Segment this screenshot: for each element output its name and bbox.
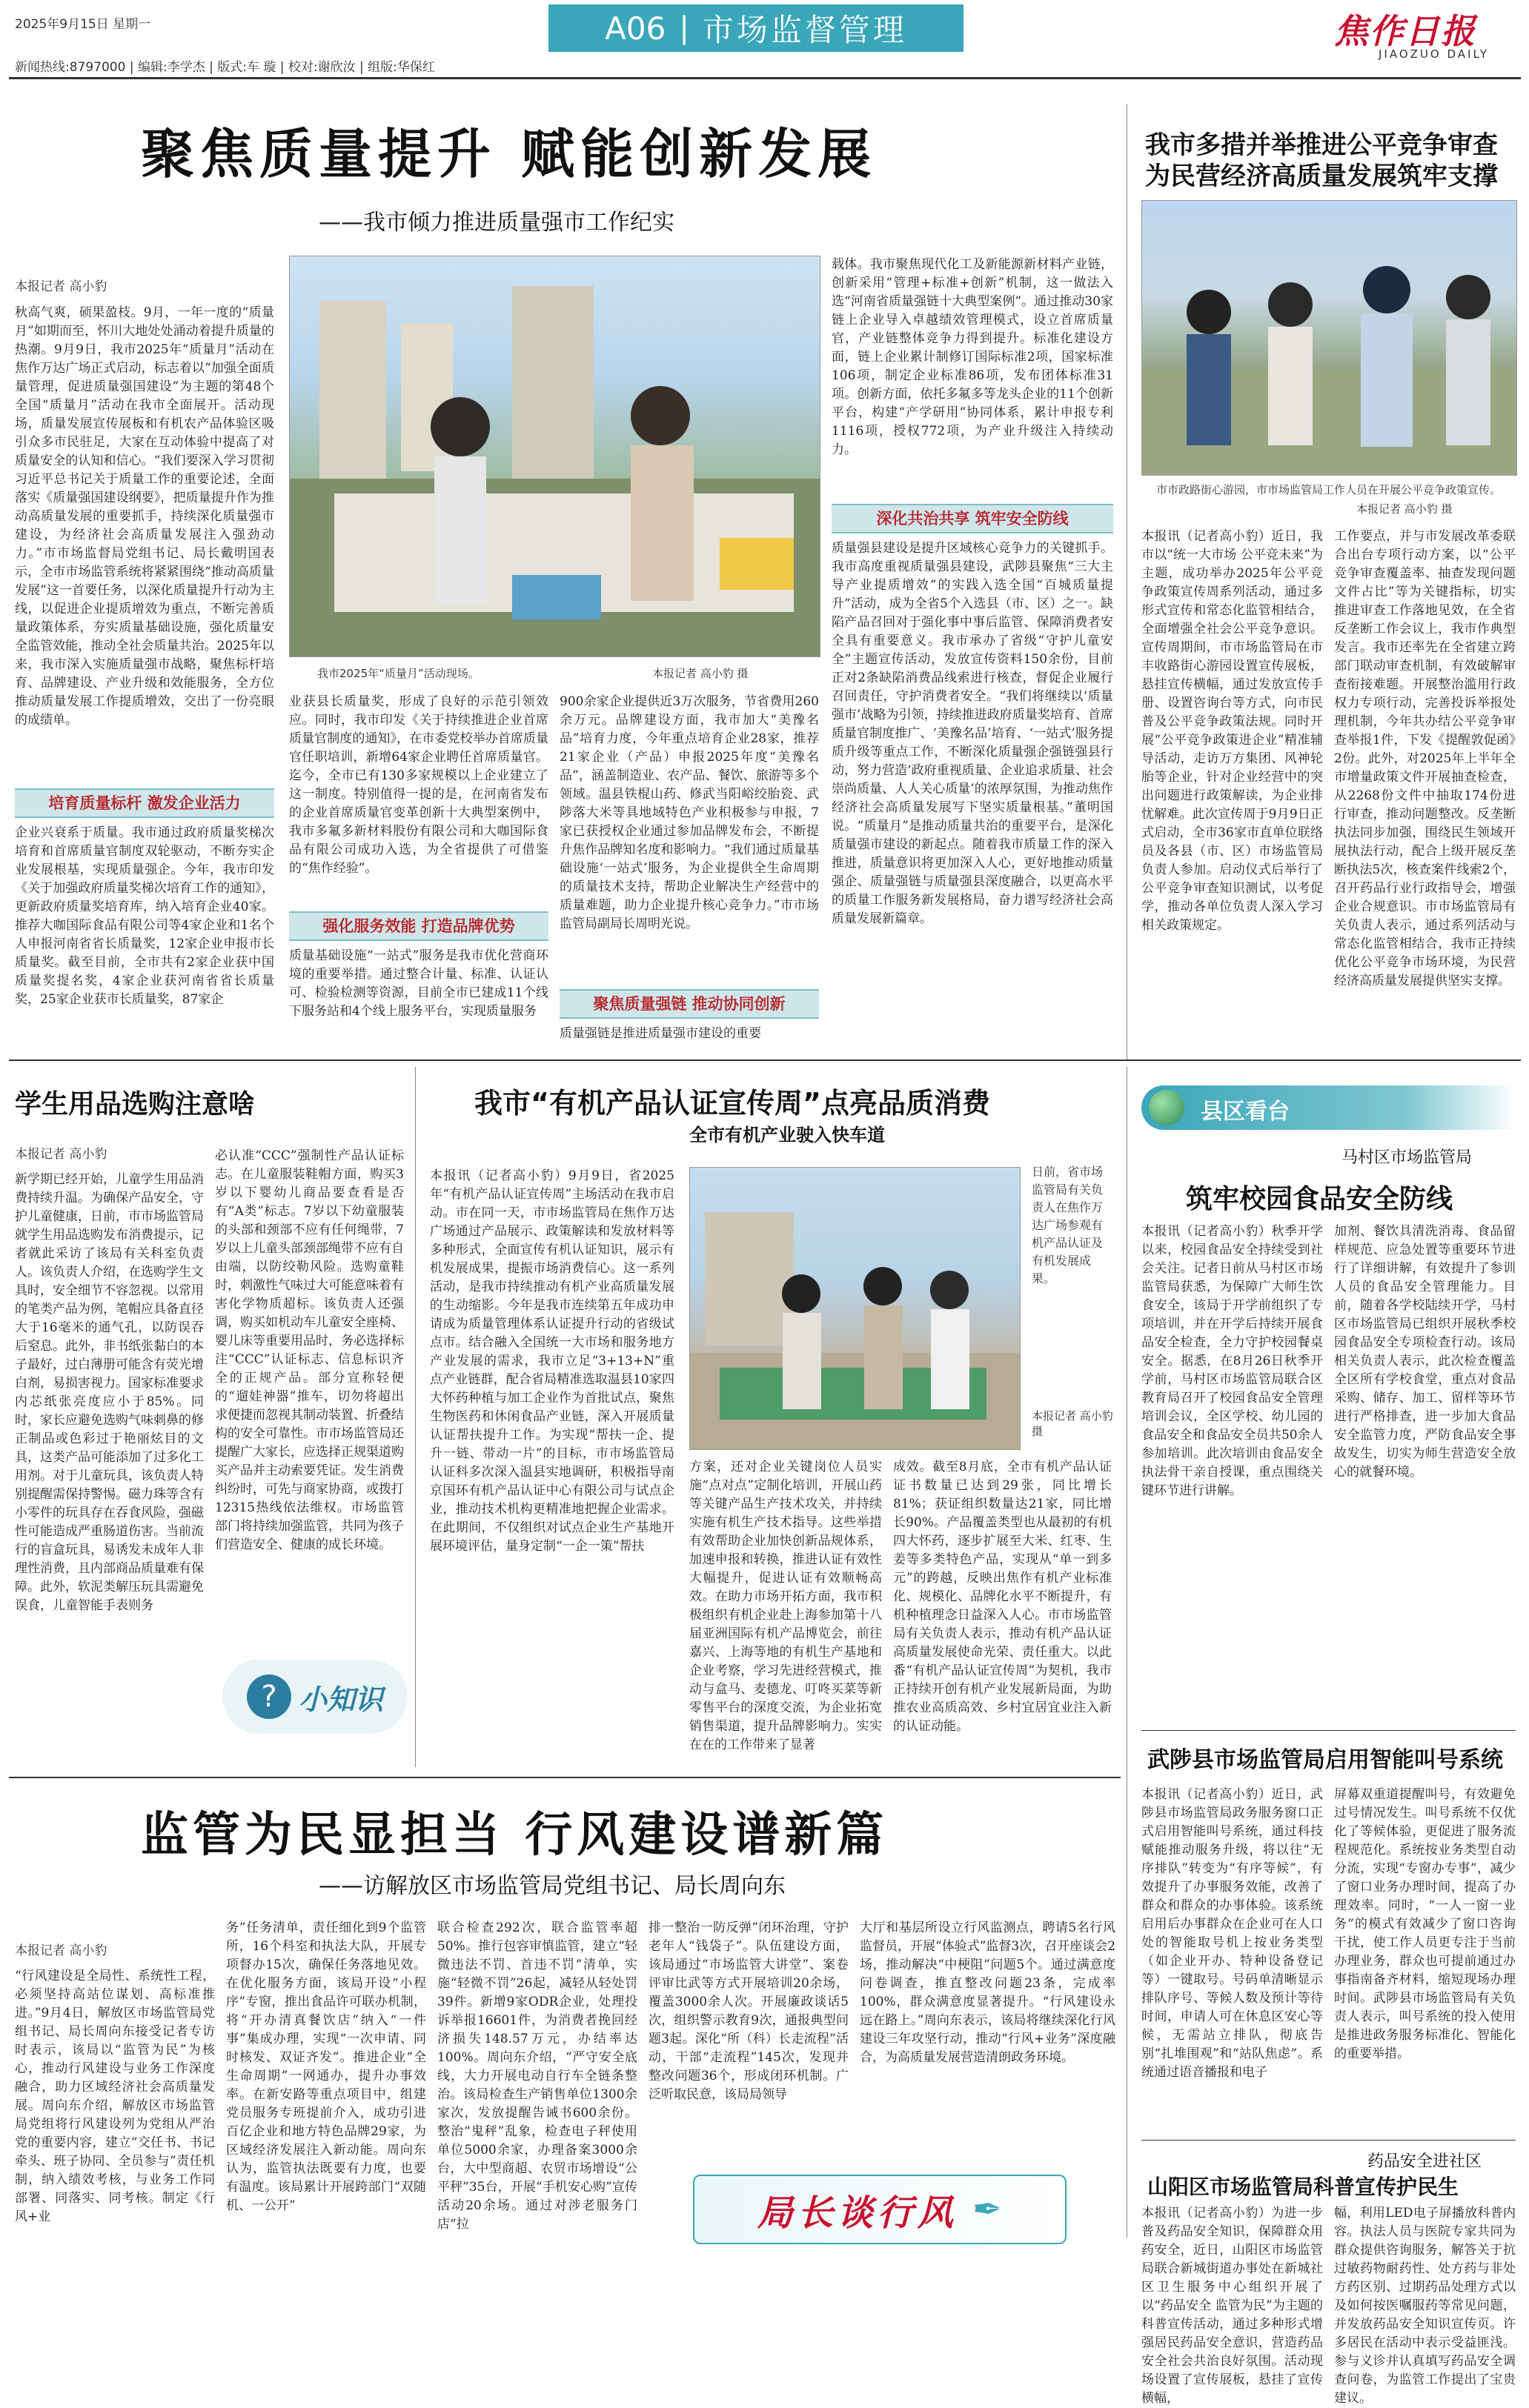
county-kicker-3: 药品安全进社区 bbox=[1367, 2152, 1482, 2171]
lead-photo-illustration bbox=[290, 256, 820, 656]
right-top-column-1: 本报讯（记者高小豹）近日，我市以“统一大市场 公平竞未来”为主题，成功举办2025年公平竞争政策宣传周系列活动，通过多形式宣传和常态化监管相结合，全面增强全社会公平竞争意识。宣传周期间，市市场监管局在市丰收路街心游园设置宣传展板，悬挂宣传横幅，通过发放宣传手册、设置咨询台等方式，向市民普及公平竞争政策法规。同时开展“公平竞争政策进企业”精准辅导活动，走访万方集团、风神轮胎等企业，针对企业经营中的突出问题进行政策解读，为企业排忧解难。此次宣传周于9月9日正式启动，全市36家市直单位联络员及各县（市、区）市场监管局负责人参加。启动仪式后举行了公平竞争审查知识测试，以考促学，推动各单位负责人深入学习相关政策规定。 bbox=[1141, 529, 1323, 933]
interview-subtitle: ——访解放区市场监管局党组书记、局长周向东 bbox=[319, 1873, 786, 1899]
organic-column-3: 成效。截至8月底，全市有机产品认证证书数量已达到29张，同比增长81%；获证组织数量达21家，同比增长90%。产品覆盖类型也从最初的有机四大怀药，逐步扩展至大米、红枣、生姜等多类特色产品，实现从“单一到多元”的跨越，反映出焦作有机产业标准化、规模化、品牌化水平不断提升，有机种植理念日益深入人心。市市场监管局有关负责人表示，推动有机产品认证高质量发展使命光荣、责任重大。以此番“有机产品认证宣传周”为契机，我市正持续开创有机产业发展新局面，为助推农业高质高效、乡村宜居宜业注入新的认证动能。 bbox=[893, 1460, 1112, 1734]
interview-column-1: “行风建设是全局性、系统性工程，必须坚持高站位谋划、高标准推进。”9月4日，解放区市场监管局党组书记、局长周向东接受记者专访时表示，该局以“监管为民”为核心，推动行风建设与业务工作深度融合，助力区域经济社会高质量发展。周向东介绍，解放区市场监管局党组将行风建设列为党组从严治党的重要内容，建立“交任书、书记牵头、班子协同、全员参与”责任机制，纳入绩效考核，与业务工作同部署、同落实、同考核。制定《行风+业 bbox=[15, 1969, 215, 2224]
organic-photo bbox=[689, 1167, 1021, 1450]
interview-column-5: 大厅和基层所设立行风监测点，聘请5名行风监督员，开展“体验式”监督3次，召开座谈会2场，推动解决“中梗阻”问题5个。通过满意度问卷调查，推直整改问题23条，完成率100%，群众满意度显著提升。“行风建设永远在路上。”周向东表示，该局将继续深化行风建设三年攻坚行动，推动“行风+业务”深度融合，为高质量发展营造清朗政务环境。 bbox=[860, 1920, 1116, 2065]
quill-icon: ✒ bbox=[972, 2189, 1003, 2230]
county-banner bbox=[1141, 1085, 1516, 1130]
lead-column-4b: 质量强县建设是提升区域核心竞争力的关键抓手。我市高度重视质量强县建设，武陟县聚焦“三大主导产业提质增效”的实践入选全国“百城质量提升”活动，成为全省5个入选县（市、区）之一。缺陷产品召回对于强化事中事后监管、保障消费者安全具有重要意义。我市承办了省级“守护儿童安全”主题宣传活动，发放宣传资料150余份，目前正对2条缺陷消费品线索进行核查，督促企业履行召回责任，守护消费者安全。“我们将继续以‘质量强市’战略为引领，持续推进政府质量奖培育、首席质量官制度推广、‘美豫名品’培育、‘一站式’服务提质升级等重点工作，不断深化质量强企强链强县行动，努力营造‘政府重视质量、企业追求质量、社会崇尚质量、人人关心质量’的浓厚氛围，为推动焦作经济社会高质量发展写下坚实质量根基。”董明国说。“质量月”是推动质量共治的重要平台，是深化质量强市建设的新起点。随着我市质量工作的深入推进，质量意识将更加深入人心，更好地推动质量强企、质量强链与质量强县深度融合，以更高水平的质量工作服务新发展格局，奋力谱写经济社会高质量发展新篇章。 bbox=[832, 541, 1113, 926]
interview-byline: 本报记者 高小豹 bbox=[15, 1943, 107, 1958]
lead-column-2: 业获县长质量奖，形成了良好的示范引领效应。同时，我市印发《关于持续推进企业首席质量官制度的通知》，在市委党校举办首席质量官任职培训，新增64家企业聘任首席质量官。迄今，全市已有130多家规模以上企业建立了这一制度。特别值得一提的是，在河南省发布的企业首席质量官变革创新十大典型案例中，我市多氟多新材料股份有限公司和大咖国际食品有限公司成功入选，为全省提供了可借鉴的“焦作经验”。 bbox=[289, 694, 548, 876]
globe-icon bbox=[1149, 1090, 1184, 1125]
lead-column-1: 秋高气爽，硕果盈枝。9月，一年一度的“质量月”如期而至，怀川大地处处涌动着提升质量的热潮。9月9日，我市2025年“质量月”活动在焦作万达广场正式启动，标志着以“加强全面质量管理，促进质量强国建设”为主题的第48个全国“质量月”活动在我市全面展开。活动现场，质量发展宣传展板和有机农产品体验区吸引众多市民驻足，大家在互动体验中提高了对质量安全的认知和信心。“我们要深入学习贯彻习近平总书记关于质量工作的重要论述，全面落实《质量强国建设纲要》，把质量提升作为推动高质量发展的重要抓手，持续深化质量强市建设，为经济社会高质量发展注入强劲动力。”市市场监督局党组书记、局长戴明国表示，全市市场监管系统将紧紧围绕“推动高质量发展”这一首要任务，以深化质量提升行动为主线，以促进企业提质增效为重点，不断完善质量政策体系，夯实质量基础设施，强化质量安全监管效能，推动全社会质量共治。2025年以来，我市深入实施质量强市战略，聚焦标杆培育、品牌建设、产业升级和效能服务，全方位推动质量发展工作提质增效，交出了一份亮眼的成绩单。 bbox=[15, 305, 274, 728]
organic-photo-credit: 本报记者 高小豹 摄 bbox=[1032, 1409, 1113, 1438]
lead-column-2b: 质量基础设施“一站式”服务是我市优化营商环境的重要举措。通过整合计量、标准、认证认可、检验检测等资源，目前全市已建成11个线下服务站和4个线上服务平台，实现质量服务 bbox=[289, 948, 548, 1019]
right-top-photo-illustration bbox=[1142, 201, 1516, 475]
mid-rule-2 bbox=[9, 1777, 1121, 1778]
organic-photo-illustration bbox=[690, 1168, 1020, 1449]
organic-title: 我市“有机产品认证宣传周”点亮品质消费 bbox=[474, 1087, 990, 1120]
lead-photo bbox=[289, 256, 820, 657]
lead-subtitle: ——我市倾力推进质量强市工作纪实 bbox=[319, 210, 674, 236]
newspaper-logo: 焦作日报 bbox=[1334, 11, 1476, 51]
newspaper-logo-en: JIAOZUO DAILY bbox=[1379, 47, 1489, 61]
county-banner-label: 县区看台 bbox=[1201, 1099, 1290, 1125]
organic-photo-caption: 日前，省市场监管局有关负责人在焦作万达广场参观有机产品认证及有机发展成果。 bbox=[1032, 1165, 1104, 1286]
lead-title: 聚焦质量提升 赋能创新发展 bbox=[141, 123, 878, 185]
lead-photo-credit: 本报记者 高小豹 摄 bbox=[652, 667, 749, 680]
county-column-2a: 本报讯（记者高小豹）近日，武陟县市场监管局政务服务窗口正式启用智能叫号系统，通过科技赋能推动服务升级，将以往“无序排队”转变为“有序等候”，有效提升了办事服务效能，改善了群众和群众的办事体验。该系统启用后办事群众在企业可在人口处的智能取号机上按业务类型（如企业开办、特种设备登记等）一键取号。号码单清晰显示排队序号、等候人数及预计等待时间，申请人可在休息区安心等候，无需站立排队，彻底告别“扎堆围观”和“站队焦虑”。系统通过语音播报和电子 bbox=[1141, 1787, 1323, 2080]
county-rule-3 bbox=[1141, 2140, 1516, 2141]
lead-band-4: 深化共治共享 筑牢安全防线 bbox=[832, 504, 1113, 533]
section-banner bbox=[548, 4, 963, 52]
students-badge-label: 小知识 bbox=[298, 1683, 383, 1716]
county-column-3b: 幅，利用LED电子屏播放科普内容。执法人员与医院专家共同为群众提供咨询服务，解答关于抗过敏药物耐药性、处方药与非处方药区别、过期药品处理方式以及如何按医嘱服药等常见问题，并发放药品安全知识宣传页。许多居民在活动中表示受益匪浅。参与义诊并认真填写药品安全调查问卷，为监管工作提出了宝贵建议。 bbox=[1334, 2206, 1516, 2406]
interview-column-3: 联合检查292次，联合监管率超50%。推行包容审慎监管，建立“轻微违法不罚、首违不罚”清单，实施“轻微不罚”26起，减轻从轻处罚39件。新增9家ODR企业，处理投诉举报16601件，为消费者挽回经济损失148.57万元，办结率达100%。周向东介绍，“严守安全底线，大力开展电动自行车全链条整治。该局检查生产销售单位1300余家次，发放提醒告诫书600余份。整治“鬼秤”乱象，检查电子秤使用单位5000余家，办理备案3000余台，大中型商超、农贸市场增设“公平秤”35台，开展“手机安心购”宣传活动20余场。通过对涉老服务门店“拉 bbox=[437, 1920, 637, 2232]
lead-band-1: 培育质量标杆 激发企业活力 bbox=[15, 788, 274, 818]
county-column-1a: 本报讯（记者高小豹）秋季开学以来，校园食品安全持续受到社会关注。记者日前从马村区市场监管局获悉，为保障广大师生饮食安全，该局于开学前组织了专项培训，并在开学后持续开展食品安全检查，全力守护校园餐桌安全。据悉，在8月26日秋季开学前，马村区市场监管局联合区教育局召开了校园食品安全管理培训会议，全区学校、幼儿园的食品安全和食品安全员共50余人参加培训。此次培训由食品安全执法骨干亲自授课，重点围绕关键环节进行讲解。 bbox=[1141, 1224, 1323, 1498]
county-title-3: 山阳区市场监管局科普宣传护民生 bbox=[1147, 2175, 1459, 2199]
students-column-1: 新学期已经开始，儿童学生用品消费持续升温。为确保产品安全，守护儿童健康，日前，市市场监管局就学生用品选购发布消费提示，记者就此采访了该局有关科室负责人。该负责人介绍，在选购学生文具时，安全细节不容忽视。以常用的笔类产品为例，笔帽应具备直径大于16毫米的通气孔，以防误吞后窒息。此外，非书纸张黏白的本子最好，过白薄册可能含有荧光增白剂，易损害视力。国家标准要求内芯纸张亮度应小于85%。同时，家长应避免选购气味刺鼻的修正制品或色彩过于艳丽炫目的文具，这类产品可能添加了过多化工用剂。对于儿童玩具，该负责人特别提醒需保持警惕。磁力珠等含有小零件的玩具存在吞食风险，强磁性可能造成严重肠道伤害。当前流行的盲盒玩具，易诱发未成年人非理性消费，且内部商品质量难有保障。此外，软泥类解压玩具需避免误食，儿童智能手表则务 bbox=[15, 1172, 204, 1613]
right-top-photo bbox=[1141, 200, 1517, 476]
students-column-2: 必认准“CCC”强制性产品认证标志。在儿童服装鞋帽方面，购买3岁以下婴幼儿商品要查看是否有“A类”标志。7岁以下幼童服装的头部和颈部不应有任何绳带，7岁以上儿童头部颈部绳带不应有自由端，以防绞勒风险。选购童鞋时，刺激性气味过大可能意味着有害化学物质超标。该负责人还强调，购买如机动车儿童安全座椅、婴儿床等重要用品时，务必选择标注“CCC”认证标志、信息标识齐全的正规产品。部分宣称轻便的“遛娃神器”推车，切勿将超出求便捷而忽视其制动装置、折叠结构的安全可靠性。市市场监管局还提醒广大家长，应选择正规渠道购买产品并主动索要凭证。发生消费纠纷时，可先与商家协商，或拨打12315热线依法维权。市场监管部门将持续加强监管，共同为孩子们营造安全、健康的成长环境。 bbox=[215, 1148, 404, 1552]
county-title-2: 武陟县市场监管局启用智能叫号系统 bbox=[1147, 1747, 1503, 1773]
lead-byline: 本报记者 高小豹 bbox=[15, 279, 107, 294]
interview-column-2: 务”任务清单，责任细化到9个监管所，16个科室和执法大队，开展专项督办15次，确保任务落地见效。在优化服务方面，该局开设“小程序”专窗，推出食品许可联办机制，将“开办清真餐饮店”纳入“一件事”集成办理，实现“一次申请、同时核发、双证齐发”。推进企业“全生命周期”一网通办，提升办事效率。在新安路等重点项目中，组建党员服务专班提前介入，成功引进百亿企业和地方特色品牌29家，为区域经济发展注入新动能。周向东认为，监管执法既要有力度，也要有温度。该局累计开展跨部门“双随机、一公开” bbox=[226, 1920, 426, 2213]
organic-column-2: 方案，还对企业关键岗位人员实施“点对点”定制化培训，开展山药等关键产品生产技术攻关，并持续实施有机生产技术指导。这些举措有效帮助企业加快创新品规体系，加速申报和转换，推进认证有效性大幅提升，促进认证有效顺畅高效。在助力市场开拓方面，我市积极组织有机企业赴上海参加第十八届亚洲国际有机产品博览会，前往嘉兴、上海等地的有机生产基地和企业考察，学习先进经营模式，推动与盒马、麦德龙、叮咚买菜等新零售平台的深度交流，为企业拓宽销售渠道，提升品牌影响力。实实在在的工作带来了显著 bbox=[689, 1460, 882, 1752]
lead-column-3b: 质量强链是推进质量强市建设的重要 bbox=[560, 1026, 761, 1041]
interview-title: 监管为民显担当 行风建设谱新篇 bbox=[141, 1808, 889, 1863]
lead-band-3: 聚焦质量强链 推动协同创新 bbox=[560, 989, 819, 1019]
students-knowledge-badge bbox=[222, 1660, 408, 1734]
issue-date: 2025年9月15日 星期一 bbox=[15, 17, 151, 32]
students-title: 学生用品选购注意啥 bbox=[15, 1089, 256, 1120]
county-column-3a: 本报讯（记者高小豹）为进一步普及药品安全知识，保障群众用药安全，近日，山阳区市场监管局联合新城街道办事处在新城社区卫生服务中心组织开展了以“药品安全 监管为民”为主题的科普宣传活动，通过多种形式增强居民药品安全意识，营造药品安全社会共治良好氛围。活动现场设置了宣传展板，悬挂了宣传横幅， bbox=[1141, 2206, 1323, 2406]
editorial-info: 新闻热线:8797000 | 编辑:李学杰 | 版式:车 璇 | 校对:谢欣汝 | 组版:华保红 bbox=[15, 60, 435, 75]
lead-column-3: 900余家企业提供近3万次服务，节省费用260余万元。品牌建设方面，我市加大“美豫名品”培育力度，今年重点培育企业28家，推荐21家企业（产品）申报2025年度“美豫名品”，涵盖制造业、农产品、餐饮、旅游等多个领域。温县铁棍山药、修武当阳峪绞胎瓷、武陟落大米等具地域特色产业积极参与申报，7家已获授权企业通过参加品牌发布会，不断提升焦作品牌知名度和影响力。“我们通过质量基础设施‘一站式’服务，为企业提供全生命周期的质量技术支持，帮助企业解决生产经营中的质量难题，助力企业提升核心竞争力。”市市场监管局副局长周明光说。 bbox=[560, 694, 819, 931]
county-title-1: 筑牢校园食品安全防线 bbox=[1186, 1184, 1453, 1214]
students-byline: 本报记者 高小豹 bbox=[15, 1147, 107, 1162]
lead-band-2: 强化服务效能 打造品牌优势 bbox=[289, 911, 548, 941]
organic-column-1: 本报讯（记者高小豹）9月9日，省2025年“有机产品认证宣传周”主场活动在我市启动。市在同一天，市市场监管局在焦作万达广场通过产品展示、政策解读和发放材料等多种形式，全面宣传有机认证知识，展示有机发展成果，提振市场消费信心。这一系列活动，是我市持续推动有机产业高质量发展的生动缩影。今年是我市连续第五年成功申请成为质量管理体系认证提升行动的省级试点市。结合融入全国统一大市场和服务地方产业发展的需求，我市立足“3+13+N”重点产业链群，配合省局精准选取温县10家四大怀药种植与加工企业作为首批试点，聚焦生物医药和休闲食品产业链，深入开展质量认证帮扶提升工作。为实现“帮扶一企、提升一链、带动一片”的目标，市市场监管局认证科多次深入温县实地调研，积极指导南京国环有机产品认证中心有限公司与试点企业，推动技术机构更精准地把握企业需求。在此期间，不仅组织对试点企业生产基地开展环境评估，量身定制“一企一策”帮扶 bbox=[430, 1168, 674, 1554]
right-top-column-2: 工作要点，并与市发展改革委联合出台专项行动方案，以“公平竞争审查覆盖率、抽查发现问题文件占比”等为关键指标，切实推进审查工作落地见效，在全省反垄断工作会议上，我市作典型发言。我市还率先在全省建立跨部门联动审查机制，有效破解审查衔接难题。开展整治滥用行政权力专项行动，完善投诉举报处理机制，今年共办结公平竞争审查举报1件，下发《提醒敦促函》2份。此外，对2025年上半年全市增量政策文件开展抽查检查，从2268份文件中抽取174份进行审查，推动问题整改。反垄断执法同步加强，围绕民生领域开展执法行动，配合上级开展反垄断执法5次，核查案件线索2个，召开药品行业行政指导会，增强企业合规意识。市市场监管局有关负责人表示，通过系列活动与常态化监管相结合，我市正持续优化公平竞争市场环境，为民营经济高质量发展提供坚实支撑。 bbox=[1334, 529, 1516, 988]
county-column-1b: 加剂、餐饮具清洗消毒、食品留样规范、应急处置等重要环节进行了详细讲解，有效提升了参训人员的食品安全管理能力。目前，随着各学校陆续开学，马村区市场监管局已组织开展秋季校园食品安全专项检查行动。该局相关负责人表示，此次检查覆盖全区所有学校食堂，重点对食品采购、储存、加工、留样等环节进行严格排查，进一步加大食品安全监管力度，严防食品安全事故发生，切实为师生营造安全放心的就餐环境。 bbox=[1334, 1224, 1516, 1480]
county-column-2b: 屏幕双重道提醒叫号，有效避免过号情况发生。叫号系统不仅优化了等候体验，更促进了服务流程规范化。系统按业务类型自动分流，实现“专窗办专事”，减少了窗口业务办理时间，提高了办理效率。同时，“一人一窗一业务”的模式有效减少了窗口咨询干扰，使工作人员更专注于当前办理业务，群众也可提前通过办事指南备齐材料，缩短现场办理时间。武陟县市场监管局有关负责人表示，叫号系统的投入使用是推进政务服务标准化、智能化的重要举措。 bbox=[1334, 1787, 1516, 2061]
mid-rule-1 bbox=[9, 1060, 1521, 1061]
section-number: A06 bbox=[605, 10, 666, 47]
right-top-photo-credit: 本报记者 高小豹 摄 bbox=[1356, 502, 1453, 516]
question-mark-icon: ? bbox=[247, 1674, 291, 1719]
lead-column-1b: 企业兴衰系于质量。我市通过政府质量奖梯次培育和首席质量官制度双轮驱动，不断夯实企业发展根基，实现质量强企。今年，我市印发《关于加强政府质量奖梯次培育工作的通知》，更新政府质量奖培育库，纳入培育企业40家。推荐大咖国际食品有限公司等4家企业和1名个人申报河南省省长质量奖，12家企业申报市长质量奖。截至目前，全市共有2家企业获中国质量奖提名奖，4家企业获河南省省长质量奖，25家企业获市长质量奖，87家企 bbox=[15, 825, 274, 1007]
organic-subtitle: 全市有机产业驶入快车道 bbox=[689, 1125, 885, 1145]
county-rule-1 bbox=[1141, 1730, 1516, 1731]
students-divider bbox=[415, 1067, 416, 1767]
section-title: 市场监督管理 bbox=[702, 12, 907, 48]
interview-badge-label: 局长谈行风 bbox=[757, 2192, 958, 2234]
lead-column-4: 载体。我市聚焦现代化工及新能源新材料产业链，创新采用“管理+标准+创新”机制，这一做法入选“河南省质量强链十大典型案例”。通过推动30家链上企业导入卓越绩效管理模式，设立首席质量官，产业链整体竞争力得到提升。标准化建设方面，链上企业累计制修订国际标准2项，国家标准106项，制定企业标准86项，发布团体标准31项。创新方面，依托多氟多等龙头企业的11个创新平台，构建“产学研用”协同体系，累计申报专利1116项，授权772项，为产业升级注入持续动力。 bbox=[832, 257, 1113, 457]
header-rule bbox=[9, 77, 1521, 79]
lead-photo-caption: 我市2025年“质量月”活动现场。 bbox=[317, 667, 480, 680]
right-top-title-1: 我市多措并举推进公平竞争审查 bbox=[1145, 130, 1498, 160]
interview-column-4: 排一整治一防反弹”闭环治理，守护老年人“钱袋子”。队伍建设方面，该局通过“市场监管大讲堂”、案卷评审比武等方式开展培训20余场，覆盖3000余人次。开展廉政谈话5次，组织警示教育9次，通报典型问题3起。深化“所（科）长走流程”活动，干部“走流程”145次，发现并整改问题36个，形成闭环机制。广泛听取民意，该局局领导 bbox=[649, 1920, 849, 2102]
right-top-photo-caption: 市市政路街心游园，市市场监管局工作人员在开展公平竞争政策宣传。 bbox=[1156, 483, 1502, 496]
right-top-title-2: 为民营经济高质量发展筑牢支撑 bbox=[1145, 162, 1498, 191]
county-kicker-1: 马村区市场监管局 bbox=[1341, 1148, 1473, 1167]
interview-badge bbox=[693, 2175, 1067, 2244]
section-divider: | bbox=[679, 11, 689, 45]
